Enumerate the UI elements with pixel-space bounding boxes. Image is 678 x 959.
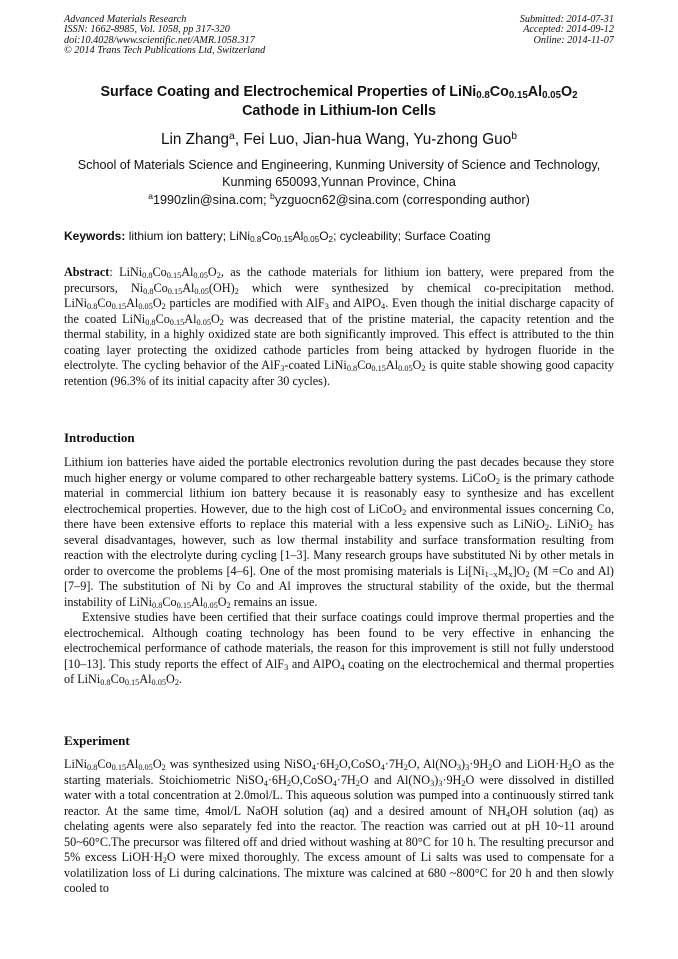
abstract: Abstract: $LiNi_{0.8}Co_{0.15}Al_{0.05}O_2$, as the cathode materials for lithium ion battery, were prepared from the precursors, $Ni_{0.8}Co_{0.15}Al_{0.05}(OH)_2$ which were synthesized by chemical co-precipitation method. $LiNi_{0.8}Co_{0.15}Al_{0.05}O_2$ particles are modified with AlF$_3$ and AlPO$_4$. Even though the initial discharge capacity of the coated $LiNi_{0.8}Co_{0.15}Al_{0.05}O_2$ was decreased that of the pristine material, the capacity retention and the thermal stability, in a highly oxidized state are both significantly improved. This effect is attributed to the thin coating layer protecting the oxidized cathode particles from being attacked by hydrogen fluoride in the electrolyte. The cycling behavior of the AlF$_3$-coated $LiNi_{0.8}Co_{0.15}Al_{0.05}O_2$ is quite stable showing good capacity retention (96.3% of its initial capacity after 30 cycles). xyxy=(64,265,614,388)
keywords-label: Keywords: xyxy=(64,229,126,243)
accepted-date: Accepted: 2014-09-12 xyxy=(523,24,614,36)
publication-dates xyxy=(520,15,614,46)
journal-doi: doi:10.4028/www.scientific.net/AMR.1058.317 xyxy=(64,34,255,46)
online-date: Online: 2014-11-07 xyxy=(533,34,614,46)
keywords: Keywords: lithium ion battery; $LiNi_{0.8}Co_{0.15}Al_{0.05}O_2$; cycleability; Surface Coating xyxy=(64,229,491,244)
journal-issn: ISSN: 1662-8985, Vol. 1058, pp 317-320 xyxy=(64,24,230,36)
journal-copyright: © 2014 Trans Tech Publications Ltd, Switzerland xyxy=(64,45,266,57)
experiment-text: $LiNi_{0.8}Co_{0.15}Al_{0.05}O_2$ was synthesized using $NiSO_4\cdot 6H_2O,CoSO_4\cdot 7H_2O$, $Al(NO_3)_3\cdot 9H_2O$ and $LiOH\cdot H_2O$ as the starting materials. Stoichiometric $NiSO_4\cdot 6H_2O,CoSO_4\cdot 7H_2O$ and $Al(NO_3)_3\cdot 9H_2O$ were dissolved in distilled water with a total concentration at 2.0mol/L. This aqueous solution was pumped into a continuously stirred tank reactor. At the same time, 4mol/L NaOH solution (aq) and a desired amount of $NH_4OH$ solution (aq) as chelating agents were also separately fed into the reactor. The reaction was carried out at pH 10~11 around 50~60°C.The precursor was filtered off and dried without washing at 80°C for 10 h. The resulting precursor and 5% excess $LiOH\cdot H_2O$ were mixed thoroughly. The excess amount of Li salts was used to compensate for a volatilization loss of Li during calcinations. The mixture was calcined at 680 ~800°C for 20 h and then slowly cooled to xyxy=(64,757,615,895)
paper-title: Surface Coating and Electrochemical Properties of $LiNi_{0.8}Co_{0.15}Al_{0.05}O_2$ Cathode in Lithium-Ion Cells xyxy=(100,84,578,119)
introduction-text: Lithium ion batteries have aided the portable electronics revolution during the past decades because they store much higher energy or volume compared to other rechargeable battery systems. LiCoO$_2$ is the primary cathode material in commercial lithium ion battery because it is reasonably easy to synthesize and has excellent electrochemical properties. However, due to the high cost of LiCoO$_2$ and environmental issues concerning Co, there have been extensive efforts to replace this material with a less expensive such as LiNiO$_2$. LiNiO$_2$ has several disadvantages, however, such as low thermal instability and surface transformation resulting from reaction with the electrolyte during cycling [1–3]. Many research groups have substituted Ni by other metals in order to overcome the problems [4–6]. One of the most promising materials is $Li[Ni_{1-x}M_x]O_2$ (M =Co and Al) [7–9]. The substitution of Ni by Co and Al improves the structural stability of the oxide, but the thermal instability of $LiNi_{0.8}Co_{0.15}Al_{0.05}O_2$ remains an issue. Extensive studies have been certified that their surface coatings could improve thermal properties and the electrochemical. Although coating technology has been found to be very effective in enhancing the electrochemical performance of cathode materials, the reason for this improvement is still not fully understood [10–13]. This study reports the effect of AlF$_3$ and AlPO$_4$ coating on the electrochemical and thermal properties of $LiNi_{0.8}Co_{0.15}Al_{0.05}O_2$. xyxy=(64,455,615,687)
affiliation: School of Materials Science and Engineering, Kunming University of Science and Technology, Kunming 650093,Yunnan Province, China xyxy=(77,158,601,189)
submitted-date: Submitted: 2014-07-31 xyxy=(519,14,614,25)
introduction-heading: Introduction xyxy=(64,430,135,445)
author-list: Lin Zhang$^a$, Fei Luo, Jian-hua Wang, Yu-zhong Guo$^b$ xyxy=(161,131,517,148)
abstract-label: Abstract xyxy=(64,265,110,279)
journal-name: Advanced Materials Research xyxy=(64,14,187,25)
experiment-heading: Experiment xyxy=(64,733,130,748)
author-emails: $^a$1990zlin@sina.com; $^b$yzguocn62@sina.com (corresponding author) xyxy=(148,191,530,207)
journal-info xyxy=(64,15,265,57)
